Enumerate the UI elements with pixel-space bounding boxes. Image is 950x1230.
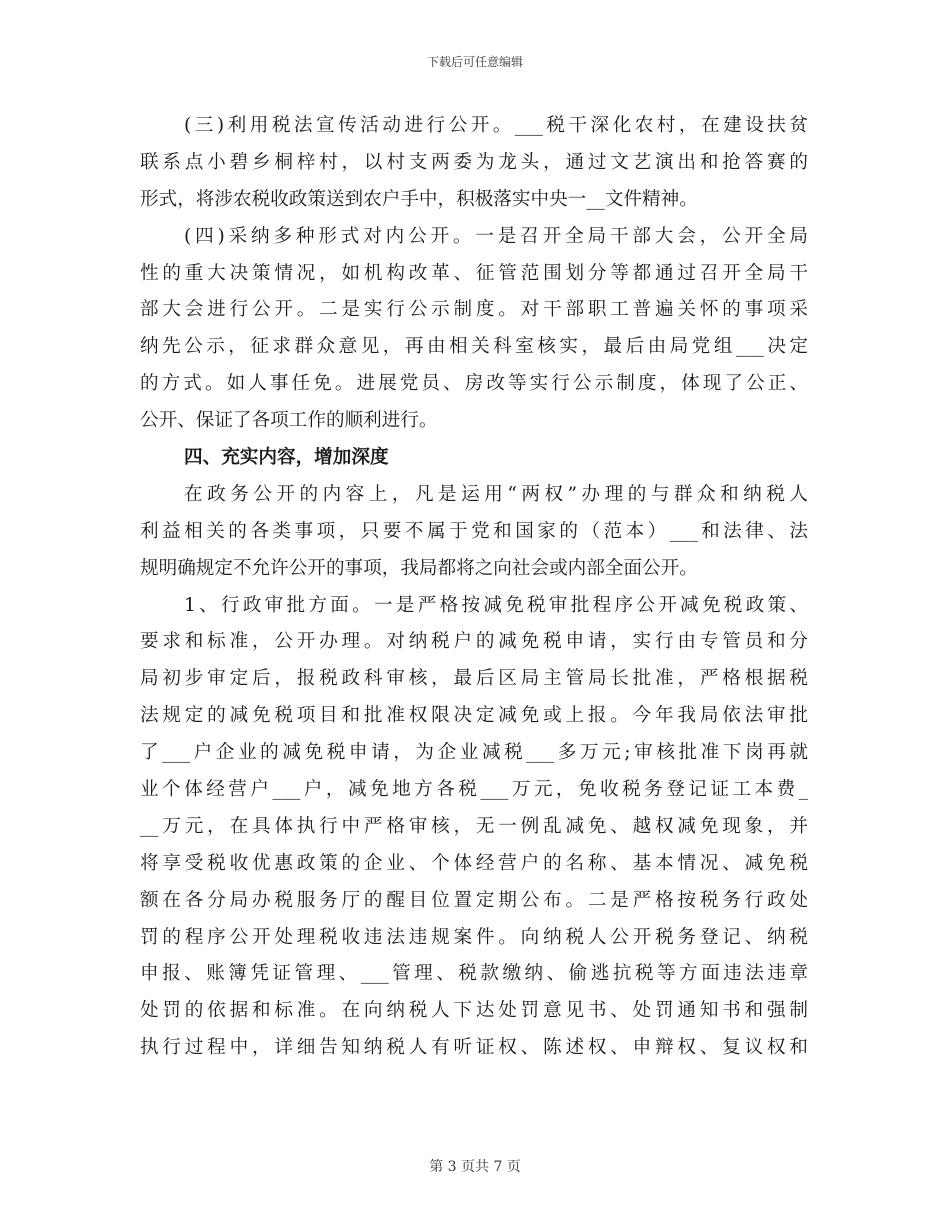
page-header: 下载后可任意编辑 — [426, 55, 523, 69]
text-line: 罚的程序公开处理税收违法违规案件。向纳税人公开税务登记、纳税 — [140, 926, 808, 948]
text-line: 公开、保证了各项工作的顺利进行。 — [140, 410, 438, 432]
section-heading: 四、充实内容，增加深度 — [184, 447, 389, 469]
text-line: 纳先公示，征求群众意见，再由相关科室核实，最后由局党组___决定 — [140, 336, 808, 358]
text-line: 联系点小碧乡桐梓村，以村支两委为龙头，通过文艺演出和抢答赛的 — [140, 151, 808, 173]
text-line: 申报、账簿凭证管理、___管理、税款缴纳、偷逃抗税等方面违法违章 — [140, 963, 808, 985]
text-line: 执行过程中，详细告知纳税人有听证权、陈述权、申辩权、复议权和 — [140, 1037, 808, 1059]
text-line: 将享受税收优惠政策的企业、个体经营户的名称、基本情况、减免税 — [140, 852, 808, 874]
text-line: 业个体经营户___户，减免地方各税___万元，免收税务登记证工本费_ — [140, 779, 808, 801]
text-line: 规明确规定不允许公开的事项，我局都将之向社会或内部全面公开。 — [140, 557, 698, 579]
text-line: 部大会进行公开。二是实行公示制度。对干部职工普遍关怀的事项采 — [140, 299, 808, 321]
text-line: 利益相关的各类事项，只要不属于党和国家的（范本）___和法律、法 — [140, 520, 808, 542]
text-line: 法规定的减免税项目和批准权限决定减免或上报。今年我局依法审批 — [140, 705, 808, 727]
text-line: 形式，将涉农税收政策送到农户手中，积极落实中央一__文件精神。 — [140, 188, 698, 210]
text-line: 的方式。如人事任免。进展党员、房改等实行公示制度，体现了公正、 — [140, 373, 808, 395]
text-line: (四)采纳多种形式对内公开。一是召开全局干部大会，公开全局 — [184, 225, 808, 247]
page-footer: 第 3 页共 7 页 — [429, 1159, 521, 1175]
text-line: 要求和标准，公开办理。对纳税户的减免税申请，实行由专管员和分 — [140, 631, 808, 653]
text-line: 1、行政审批方面。一是严格按减免税审批程序公开减免税政策、 — [184, 594, 808, 616]
document-body — [140, 108, 808, 1067]
text-line: 额在各分局办税服务厅的醒目位置定期公布。二是严格按税务行政处 — [140, 889, 808, 911]
text-line: 了___户企业的减免税申请，为企业减税___多万元;审核批准下岗再就 — [140, 742, 808, 764]
text-line: 在政务公开的内容上，凡是运用“两权”办理的与群众和纳税人 — [184, 483, 808, 505]
text-line: 性的重大决策情况，如机构改革、征管范围划分等都通过召开全局干 — [140, 262, 808, 284]
text-line: 处罚的依据和标准。在向纳税人下达处罚意见书、处罚通知书和强制 — [140, 1000, 808, 1022]
text-line: (三)利用税法宣传活动进行公开。___税干深化农村，在建设扶贫 — [184, 115, 808, 136]
text-line: 局初步审定后，报税政科审核，最后区局主管局长批准，严格根据税 — [140, 668, 808, 690]
text-line: __万元，在具体执行中严格审核，无一例乱减免、越权减免现象，并 — [140, 815, 808, 837]
